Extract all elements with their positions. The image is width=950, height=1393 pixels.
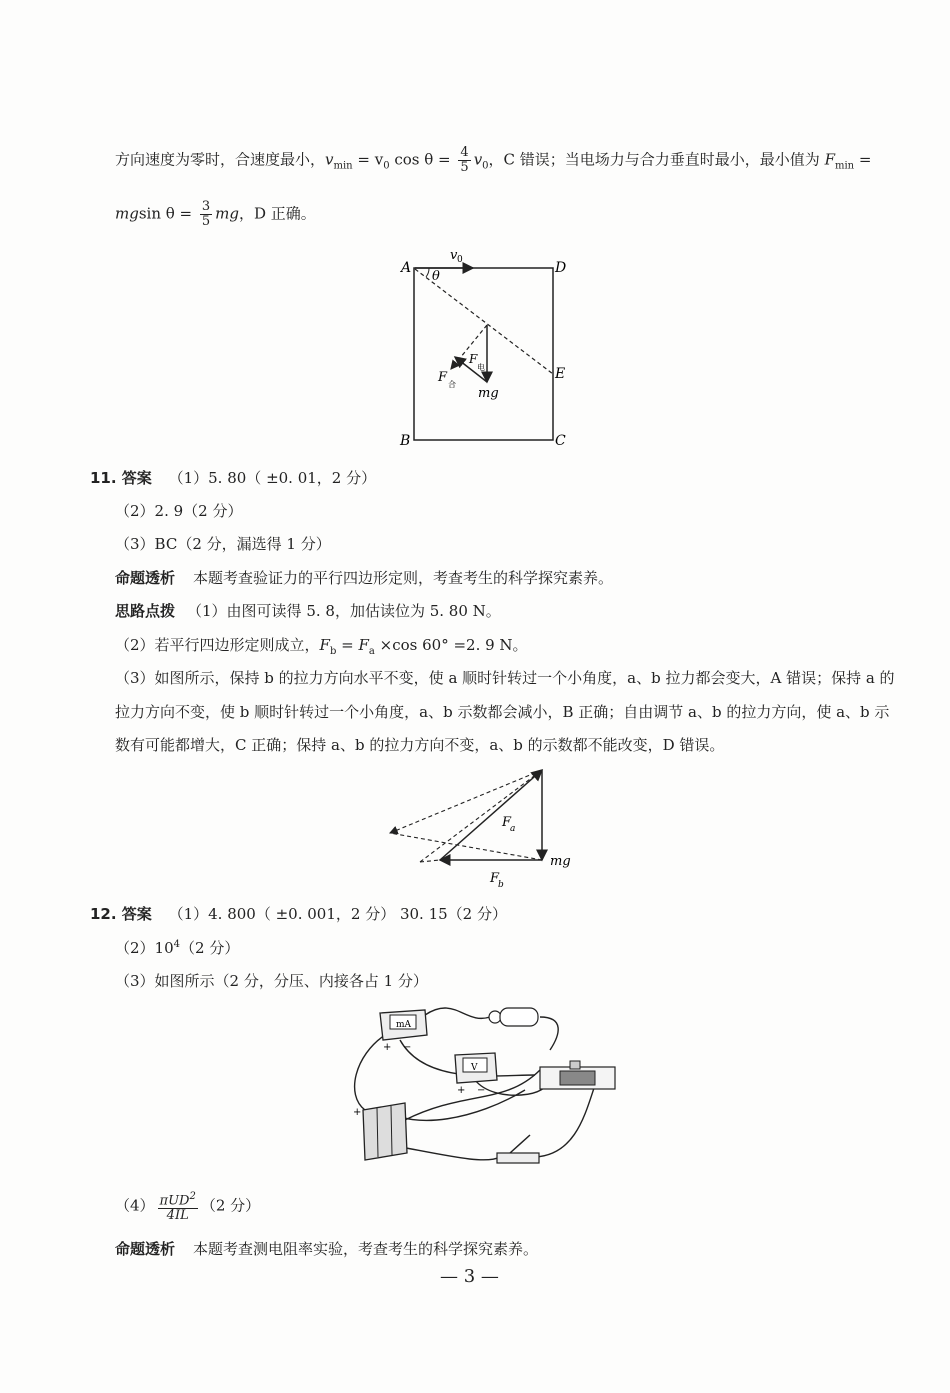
figure-electric-field-box	[395, 245, 585, 455]
q11-hint-1: 思路点拨 （1）由图可读得 5. 8，加估读位为 5. 80 N。	[115, 602, 501, 620]
q12-intent: 命题透析 本题考查测电阻率实验，考查考生的科学探究素养。	[115, 1240, 539, 1258]
label-f-resultant: F	[438, 370, 448, 385]
solution-line-1: 方向速度为零时，合速度最小，$v_{min} = v_0$ cos θ = $\frac{4}{5}$ $v_0$，C 错误；当电场力与合力垂直时最小，最小值为 $F_{min}$ =	[115, 145, 872, 175]
label-fa-sub: a	[510, 824, 516, 834]
dashed-3	[420, 770, 542, 862]
switch	[497, 1135, 539, 1163]
page-number: — 3 —	[440, 1266, 499, 1287]
q11-intent: 命题透析 本题考查验证力的平行四边形定则，考查考生的科学探究素养。	[115, 569, 614, 587]
svg-text:+: +	[353, 1107, 362, 1118]
label-mg: mg	[550, 854, 571, 869]
svg-text:V: V	[471, 1063, 478, 1073]
label-fb-sub: b	[498, 880, 504, 890]
label-f-electric-sub: 电	[477, 363, 485, 372]
label-mg: mg	[478, 386, 499, 401]
wire-3	[355, 1035, 385, 1110]
svg-text:+: +	[457, 1085, 466, 1096]
theta-arc	[426, 268, 429, 277]
wire-1	[425, 1008, 490, 1018]
label-f-electric: F	[469, 352, 478, 366]
figure-circuit	[345, 995, 630, 1175]
label-f-resultant-sub: 合	[448, 380, 456, 389]
label-B: B	[400, 433, 411, 449]
label-v0-sub: 0	[457, 255, 463, 265]
label-fa: F	[502, 815, 512, 830]
svg-text:−: −	[403, 1042, 412, 1053]
rheostat	[540, 1061, 615, 1089]
wire-2	[540, 1017, 558, 1050]
dashed-1	[390, 770, 542, 833]
voltmeter	[455, 1053, 497, 1096]
label-fb: F	[490, 871, 500, 886]
resistor-sample	[489, 1008, 538, 1026]
q12-answer-4: （4） $\frac{\pi UD^2}{4IL}$ （2 分）	[115, 1191, 261, 1224]
battery	[353, 1103, 407, 1160]
trajectory-dashed	[415, 269, 553, 374]
answer-label: 答案	[121, 905, 152, 923]
q11-answer-2: （2）2. 9（2 分）	[115, 502, 243, 520]
svg-text:mA: mA	[396, 1020, 412, 1030]
label-theta: θ	[432, 269, 440, 284]
answer-label: 答案	[121, 469, 152, 487]
label-A: A	[401, 260, 412, 276]
label-D: D	[555, 260, 567, 276]
wire-8	[535, 1085, 595, 1157]
q11-hint-3-line-2: 拉力方向不变，使 b 顺时针转过一个小角度，a、b 示数都会减小，B 正确；自由调节 a、b 的拉力方向，使 a、b 示	[115, 703, 890, 721]
fraction-resistivity: $\frac{\pi UD^2}{4IL}$	[159, 1191, 196, 1224]
svg-text:+: +	[383, 1042, 392, 1053]
q11-answer-3: （3）BC（2 分，漏选得 1 分）	[115, 535, 331, 553]
figure-force-triangle	[380, 760, 580, 890]
label-v0: v	[450, 248, 458, 263]
fa-vector	[440, 770, 542, 860]
q11-hint-2: （2）若平行四边形定则成立，$F_b = F_a \times\cos$ 60° =2. 9 N。	[115, 636, 528, 657]
q11-answer-line: 11. 答案 （1）5. 80（ ±0. 01，2 分）	[90, 469, 377, 487]
q12-answer-2: $(2)10^4(2$ 分）	[115, 939, 240, 957]
q11-hint-3-line-3: 数有可能都增大，C 正确；保持 a、b 的拉力方向不变，a、b 的示数都不能改变，D 错误。	[115, 736, 725, 754]
q12-answer-line: 12. 答案 （1）4. 800（ ±0. 001，2 分） 30. 15（2 分）	[90, 905, 507, 923]
q11-hint-3-line-1: （3）如图所示，保持 b 的拉力方向水平不变，使 a 顺时针转过一个小角度，a、b 拉力都会变大，A 错误；保持 a 的	[115, 669, 895, 687]
solution-line-2: mgsin θ = $\frac{3}{5}$ mg，D 正确。	[115, 199, 316, 229]
svg-text:−: −	[477, 1085, 486, 1096]
fraction-4-5: $\frac{4}{5}$	[460, 145, 469, 175]
q12-answer-3: （3）如图所示（2 分，分压、内接各占 1 分）	[115, 972, 428, 990]
wire-5	[475, 1080, 546, 1095]
box-outline	[414, 268, 553, 440]
label-E: E	[555, 366, 566, 382]
fraction-3-5: $\frac{3}{5}$	[201, 199, 211, 229]
milliammeter	[380, 1010, 427, 1053]
label-C: C	[555, 433, 566, 449]
